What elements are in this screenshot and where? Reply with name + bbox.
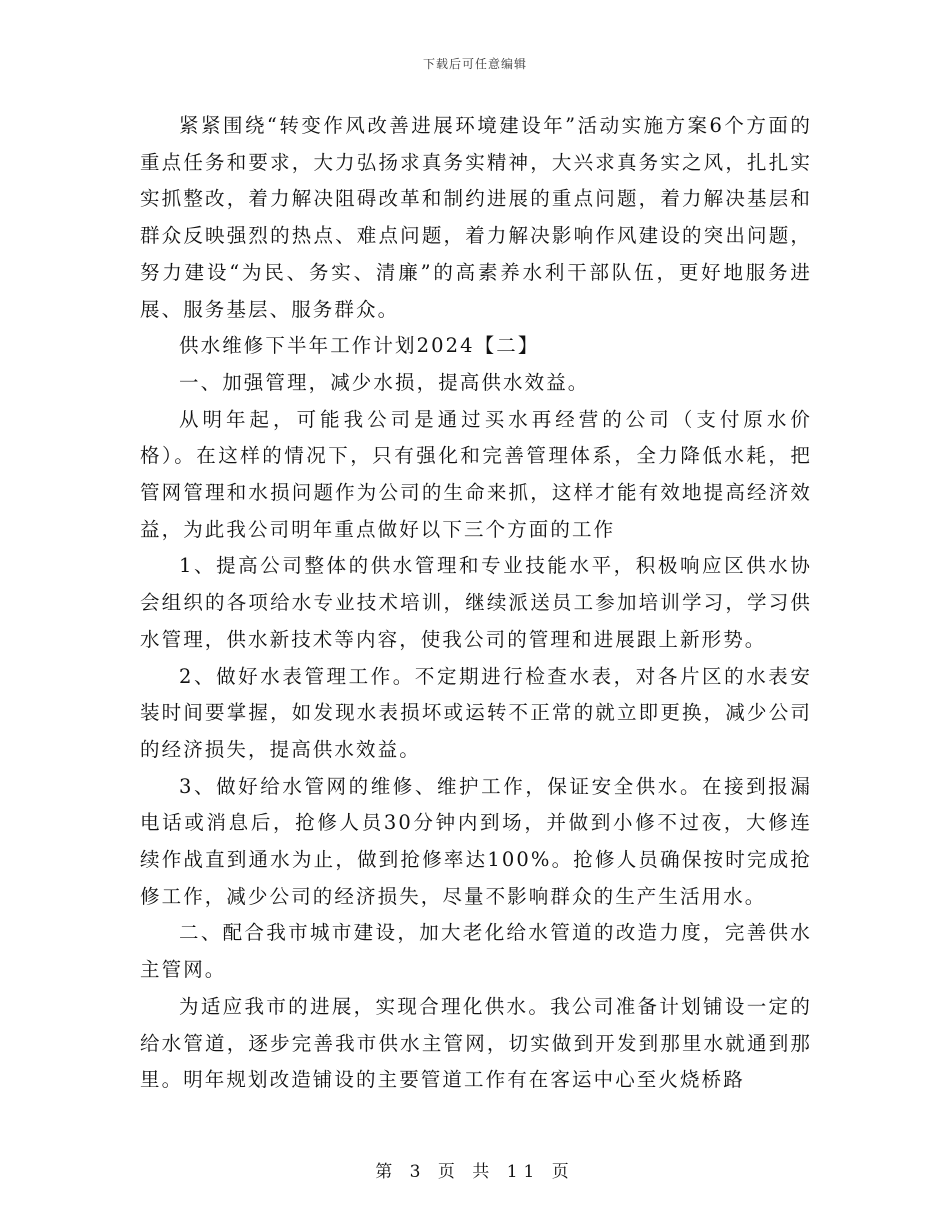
paragraph-pipeline-plan: 为适应我市的进展，实现合理化供水。我公司准备计划铺设一定的给水管道，逐步完善我市供水主管网，切实做到开发到那里水就通到那里。明年规划改造铺设的主要管道工作有在客运中心至火烧桥路 bbox=[140, 994, 812, 1092]
paragraph-item-1: 1、提高公司整体的供水管理和专业技能水平，积极响应区供水协会组织的各项给水专业技术培训，继续派送员工参加培训学习，学习供水管理，供水新技术等内容，使我公司的管理和进展跟上新形势。 bbox=[140, 554, 812, 651]
heading-two: 二、配合我市城市建设，加大老化给水管道的改造力度，完善供水主管网。 bbox=[140, 921, 812, 982]
paragraph-item-2: 2、做好水表管理工作。不定期进行检查水表，对各片区的水表安装时间要掌握，如发现水表损坏或运转不正常的就立即更换，减少公司的经济损失，提高供水效益。 bbox=[140, 664, 812, 761]
heading-one: 一、加强管理，减少水损，提高供水效益。 bbox=[179, 370, 590, 394]
document-body bbox=[140, 108, 812, 1099]
paragraph-context: 从明年起，可能我公司是通过买水再经营的公司（支付原水价格）。在这样的情况下，只有强化和完善管理体系，全力降低水耗，把管网管理和水损问题作为公司的生命来抓，这样才能有效地提高经济效益，为此我公司明年重点做好以下三个方面的工作 bbox=[140, 407, 812, 541]
section-title: 供水维修下半年工作计划2024【二】 bbox=[179, 334, 540, 358]
page-header-note: 下载后可任意编辑 bbox=[422, 57, 527, 71]
paragraph-item-3: 3、做好给水管网的维修、维护工作，保证安全供水。在接到报漏电话或消息后，抢修人员30分钟内到场，并做到小修不过夜，大修连续作战直到通水为止，做到抢修率达100%。抢修人员确保按时完成抢修工作，减少公司的经济损失，尽量不影响群众的生产生活用水。 bbox=[140, 774, 812, 908]
paragraph-intro: 紧紧围绕“转变作风改善进展环境建设年”活动实施方案6个方面的重点任务和要求，大力弘扬求真务实精神，大兴求真务实之风，扎扎实实抓整改，着力解决阻碍改革和制约进展的重点问题，着力解决基层和群众反映强烈的热点、难点问题，着力解决影响作风建设的突出问题，努力建设“为民、务实、清廉”的高素养水利干部队伍，更好地服务进展、服务基层、服务群众。 bbox=[140, 114, 812, 321]
page-number: 第 3 页 共 11 页 bbox=[375, 1162, 575, 1182]
